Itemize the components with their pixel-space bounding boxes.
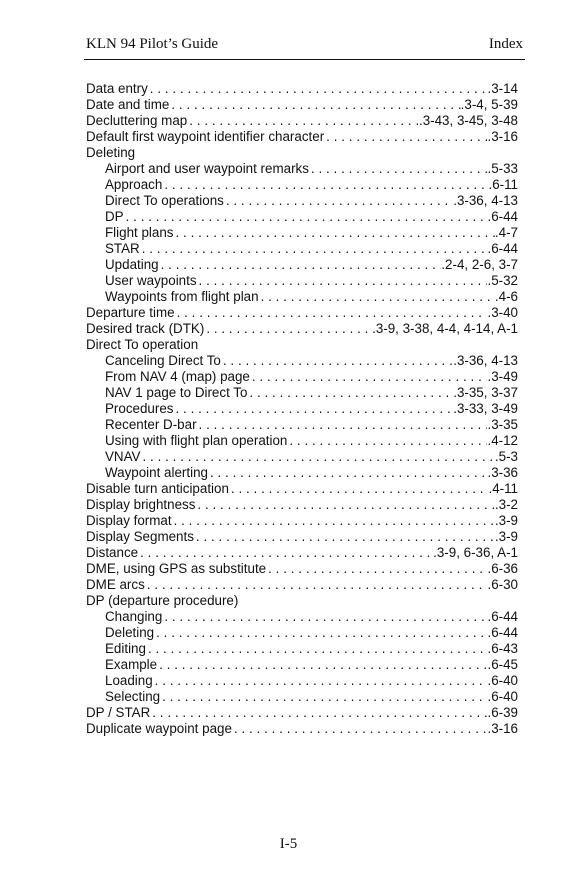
page-references: .3-43, 3-45, 3-48	[418, 113, 518, 128]
index-term: Recenter D-bar	[105, 417, 197, 432]
dot-leader	[146, 641, 488, 657]
page-references: .3-33, 3-49	[453, 401, 518, 416]
page-references: .6-40	[487, 673, 518, 688]
page-references: .6-39	[487, 705, 518, 720]
index-term: Deleting	[105, 625, 155, 640]
index-subentry	[86, 225, 518, 241]
page-references: .6-30	[487, 577, 518, 592]
dot-leader	[194, 529, 495, 545]
page-references: .4-7	[494, 225, 518, 240]
dot-leader	[157, 657, 487, 673]
index-term: Departure time	[86, 305, 175, 320]
index-term: DME arcs	[86, 577, 145, 592]
index-subentry	[86, 673, 518, 689]
page-references: .3-9, 3-38, 4-4, 4-14, A-1	[372, 321, 518, 336]
index-subentry	[86, 641, 518, 657]
index-entry	[86, 337, 518, 353]
page-references: .3-4, 5-39	[460, 97, 518, 112]
dot-leader	[162, 609, 487, 625]
index-term: Procedures	[105, 401, 174, 416]
index-term: STAR	[105, 241, 140, 256]
dot-leader	[175, 305, 488, 321]
index-entry	[86, 321, 518, 337]
page-references: .6-44	[487, 241, 518, 256]
document-title: KLN 94 Pilot’s Guide	[86, 36, 219, 52]
index-entry	[86, 305, 518, 321]
index-subentry	[86, 193, 518, 209]
page-references: .6-45	[487, 657, 518, 672]
index-term: NAV 1 page to Direct To	[105, 385, 248, 400]
index-term: Canceling Direct To	[105, 353, 221, 368]
page-references: .4-6	[494, 289, 518, 304]
page-references: .6-36	[487, 561, 518, 576]
index-subentry	[86, 369, 518, 385]
page-references: .4-11	[488, 481, 518, 496]
dot-leader	[153, 673, 488, 689]
index-subentry	[86, 209, 518, 225]
index-term: Waypoints from flight plan	[105, 289, 259, 304]
index-term: Date and time	[86, 97, 170, 112]
index-entry	[86, 145, 518, 161]
header-rule	[84, 59, 525, 60]
index-term: Loading	[105, 673, 153, 688]
index-term: Direct To operations	[105, 193, 224, 208]
index-subentry	[86, 161, 518, 177]
page-references: .3-49	[487, 369, 518, 384]
index-subentry	[86, 241, 518, 257]
dot-leader	[195, 497, 495, 513]
index-term: Default first waypoint identifier character	[86, 129, 325, 144]
dot-leader	[140, 449, 494, 465]
index-subentry	[86, 401, 518, 417]
index-subentry	[86, 433, 518, 449]
index-term: Data entry	[86, 81, 148, 96]
page-references: .3-14	[487, 81, 518, 96]
page-references: .6-43	[487, 641, 518, 656]
page-references: .6-44	[487, 209, 518, 224]
index-entry	[86, 513, 518, 529]
index-subentry	[86, 289, 518, 305]
dot-leader	[145, 577, 488, 593]
index-term: Duplicate waypoint page	[86, 721, 232, 736]
dot-leader	[187, 113, 419, 129]
page-references: .3-35	[487, 417, 518, 432]
index-term: Deleting	[86, 145, 136, 160]
index-term: Airport and user waypoint remarks	[105, 161, 309, 176]
dot-leader	[162, 177, 488, 193]
dot-leader	[208, 465, 488, 481]
dot-leader	[172, 513, 495, 529]
index-subentry	[86, 177, 518, 193]
page-references: .5-3	[494, 449, 518, 464]
index-term: Approach	[105, 177, 163, 192]
dot-leader	[259, 289, 495, 305]
index-term: User waypoints	[105, 273, 197, 288]
index-term: Flight plans	[105, 225, 174, 240]
index-term: Display format	[86, 513, 172, 528]
page-references: .6-40	[487, 689, 518, 704]
section-title: Index	[488, 36, 523, 52]
page-references: .3-9	[494, 529, 518, 544]
index-term: Editing	[105, 641, 146, 656]
index-entry	[86, 529, 518, 545]
dot-leader	[173, 401, 453, 417]
index-entry	[86, 593, 518, 609]
page-references: .3-9, 6-36, A-1	[433, 545, 518, 560]
index-term: Waypoint alerting	[105, 465, 208, 480]
dot-leader	[169, 97, 460, 113]
page-references: .5-32	[487, 273, 518, 288]
index-subentry	[86, 625, 518, 641]
index-term: Disable turn anticipation	[86, 481, 229, 496]
page-references: .3-16	[487, 721, 518, 736]
index-subentry	[86, 657, 518, 673]
page-header	[86, 36, 523, 56]
dot-leader	[150, 705, 487, 721]
dot-leader	[266, 561, 487, 577]
page-references: .3-2	[494, 497, 518, 512]
index-term: Display brightness	[86, 497, 196, 512]
index-entry	[86, 97, 518, 113]
page-references: .2-4, 2-6, 3-7	[441, 257, 518, 272]
index-term: DP	[105, 209, 124, 224]
page-number: I-5	[279, 836, 298, 852]
index-term: Desired track (DTK)	[86, 321, 205, 336]
page-references: .3-36, 4-13	[453, 353, 518, 368]
dot-leader	[154, 625, 487, 641]
dot-leader	[221, 353, 453, 369]
index-term: Decluttering map	[86, 113, 188, 128]
index-term: Selecting	[105, 689, 161, 704]
dot-leader	[197, 417, 488, 433]
page-references: .6-11	[488, 177, 518, 192]
index-term: Updating	[105, 257, 159, 272]
index-entry	[86, 481, 518, 497]
dot-leader	[224, 193, 453, 209]
dot-leader	[287, 433, 487, 449]
page-references: .3-16	[487, 129, 518, 144]
dot-leader	[124, 209, 488, 225]
page-references: .3-40	[487, 305, 518, 320]
index-list	[86, 81, 518, 737]
index-subentry	[86, 273, 518, 289]
dot-leader	[160, 689, 487, 705]
dot-leader	[309, 161, 488, 177]
index-term: DME, using GPS as substitute	[86, 561, 267, 576]
index-subentry	[86, 689, 518, 705]
dot-leader	[204, 321, 372, 337]
index-subentry	[86, 465, 518, 481]
index-term: From NAV 4 (map) page	[105, 369, 250, 384]
index-subentry	[86, 257, 518, 273]
dot-leader	[138, 545, 433, 561]
dot-leader	[140, 241, 488, 257]
index-subentry	[86, 353, 518, 369]
page-references: .5-33	[487, 161, 518, 176]
page-references: .3-9	[494, 513, 518, 528]
index-term: VNAV	[105, 449, 141, 464]
index-entry	[86, 497, 518, 513]
dot-leader	[247, 385, 453, 401]
index-term: DP / STAR	[86, 705, 151, 720]
index-entry	[86, 81, 518, 97]
dot-leader	[173, 225, 494, 241]
dot-leader	[229, 481, 489, 497]
index-entry	[86, 721, 518, 737]
dot-leader	[324, 129, 487, 145]
index-entry	[86, 129, 518, 145]
index-term: Changing	[105, 609, 163, 624]
dot-leader	[148, 81, 488, 97]
index-subentry	[86, 417, 518, 433]
index-entry	[86, 545, 518, 561]
index-entry	[86, 705, 518, 721]
index-term: Direct To operation	[86, 337, 199, 352]
index-term: Using with flight plan operation	[105, 433, 288, 448]
dot-leader	[197, 273, 488, 289]
index-term: Display Segments	[86, 529, 194, 544]
dot-leader	[250, 369, 488, 385]
dot-leader	[232, 721, 488, 737]
dot-leader	[159, 257, 442, 273]
index-subentry	[86, 385, 518, 401]
page-references: .6-44	[487, 625, 518, 640]
index-entry	[86, 113, 518, 129]
index-term: DP (departure procedure)	[86, 593, 239, 608]
page-references: .3-36, 4-13	[453, 193, 518, 208]
index-term: Example	[105, 657, 158, 672]
index-subentry	[86, 449, 518, 465]
page-references: .3-36	[487, 465, 518, 480]
index-term: Distance	[86, 545, 139, 560]
page-references: .3-35, 3-37	[453, 385, 518, 400]
page-references: .6-44	[487, 609, 518, 624]
page-references: .4-12	[487, 433, 518, 448]
index-subentry	[86, 609, 518, 625]
index-entry	[86, 561, 518, 577]
index-entry	[86, 577, 518, 593]
